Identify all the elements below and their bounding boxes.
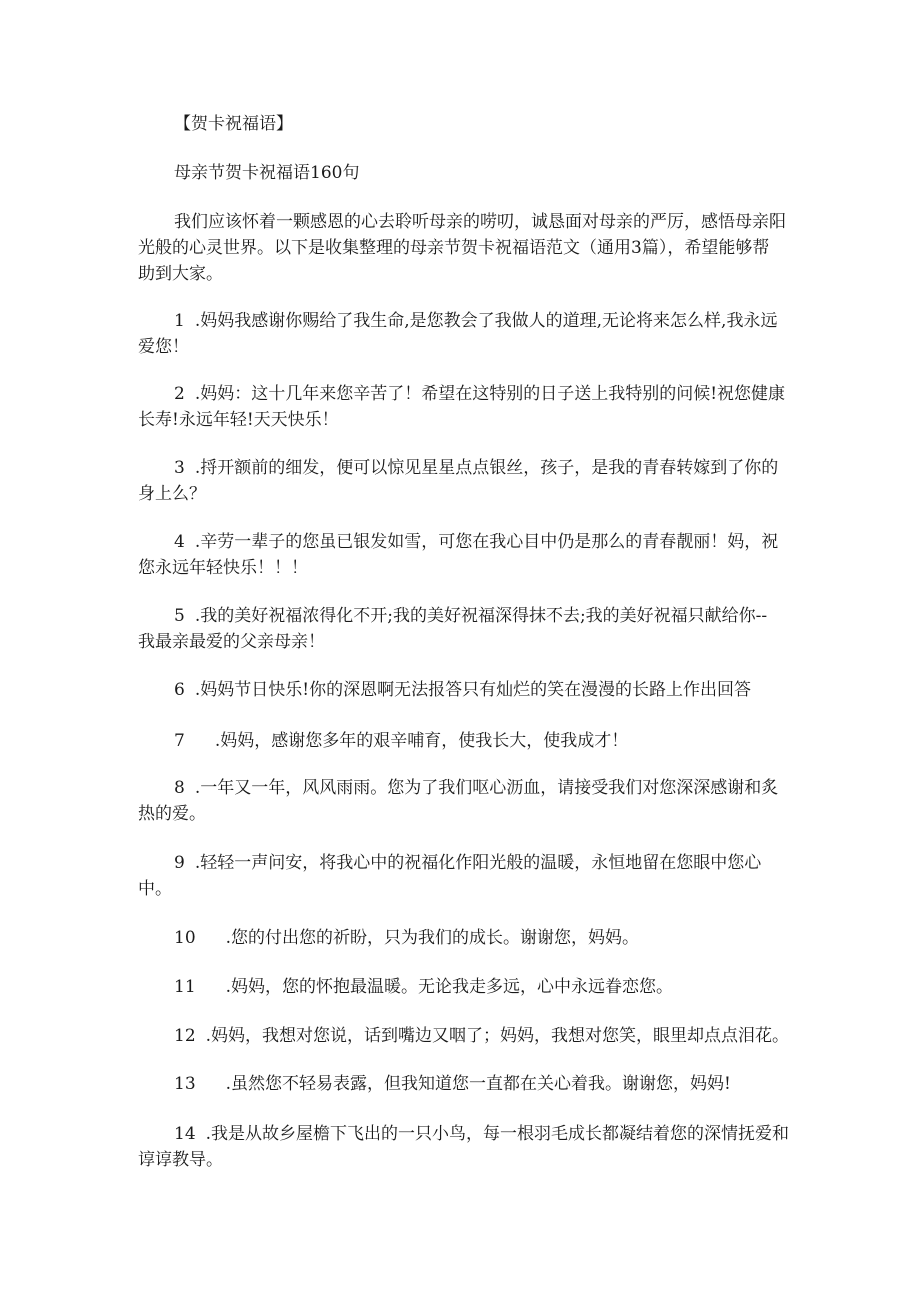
item-text: .我是从故乡屋檐下飞出的一只小鸟，每一根羽毛成长都凝结着您的深情抚爱和 — [205, 1124, 790, 1144]
item-number: 11 — [174, 977, 196, 997]
item-number: 3 — [174, 458, 185, 478]
item-number: 2 — [174, 384, 185, 404]
item-text: .妈妈，您的怀抱最温暖。无论我走多远，心中永远眷恋您。 — [225, 977, 674, 997]
list-item-line — [174, 1121, 834, 1147]
item-text-continued: 热的爱。 — [138, 804, 206, 824]
item-text-continued: 身上么？ — [138, 484, 206, 504]
item-text-continued: 长寿!永远年轻!天天快乐！ — [138, 410, 339, 430]
item-text-continued: 您永远年轻快乐！！！ — [138, 558, 308, 578]
intro-line: 我们应该怀着一颗感恩的心去聆听母亲的唠叨，诚恳面对母亲的严厉，感悟母亲阳 — [174, 212, 786, 232]
list-item-line — [174, 529, 834, 555]
item-number: 9 — [174, 853, 185, 873]
item-text: .妈妈节日快乐!你的深恩啊无法报答只有灿烂的笑在漫漫的长路上作出回答 — [194, 680, 752, 700]
item-text-continued: 中。 — [138, 879, 172, 899]
intro-line: 光般的心灵世界。以下是收集整理的母亲节贺卡祝福语范文（通用3篇），希望能够帮 — [138, 238, 770, 258]
item-text-continued: 我最亲最爱的父亲母亲！ — [138, 632, 325, 652]
list-item-line — [174, 775, 834, 801]
item-text-continued: 谆谆教导。 — [138, 1150, 223, 1170]
item-text: .虽然您不轻易表露，但我知道您一直都在关心着我。谢谢您，妈妈! — [225, 1074, 731, 1094]
list-item-line — [174, 603, 834, 629]
item-text: .辛劳一辈子的您虽已银发如雪，可您在我心目中仍是那么的青春靓丽！妈，祝 — [194, 532, 779, 552]
list-item-line — [174, 1023, 834, 1049]
intro-line: 助到大家。 — [138, 264, 223, 284]
list-item-line — [174, 974, 834, 1000]
item-number: 1 — [174, 311, 185, 331]
item-number: 5 — [174, 606, 185, 626]
item-text: .捋开额前的细发，便可以惊见星星点点银丝，孩子，是我的青春转嫁到了你的 — [194, 458, 779, 478]
item-number: 12 — [174, 1026, 196, 1046]
section-heading: 【贺卡祝福语】 — [174, 114, 293, 134]
item-text: .妈妈，我想对您说，话到嘴边又咽了；妈妈，我想对您笑，眼里却点点泪花。 — [205, 1026, 790, 1046]
item-number: 8 — [174, 778, 185, 798]
list-item-line — [174, 455, 834, 481]
list-item-line — [174, 308, 834, 334]
item-text: .我的美好祝福浓得化不开;我的美好祝福深得抹不去;我的美好祝福只献给你-- — [194, 606, 768, 626]
item-number: 4 — [174, 532, 185, 552]
item-text-continued: 爱您！ — [138, 337, 189, 357]
item-text: .妈妈，感谢您多年的艰辛哺育，使我长大，使我成才！ — [214, 731, 629, 751]
item-number: 10 — [174, 928, 196, 948]
list-item-line — [174, 925, 834, 951]
list-item-line — [174, 677, 834, 703]
item-text: .妈妈：这十几年来您辛苦了！希望在这特别的日子送上我特别的问候!祝您健康 — [194, 384, 786, 404]
item-number: 7 — [174, 731, 185, 751]
page-title: 母亲节贺卡祝福语160句 — [174, 163, 360, 183]
item-text: .妈妈我感谢你赐给了我生命,是您教会了我做人的道理,无论将来怎么样,我永远 — [194, 311, 778, 331]
list-item-line — [174, 850, 834, 876]
item-number: 13 — [174, 1074, 196, 1094]
list-item-line — [174, 381, 834, 407]
list-item-line — [174, 728, 834, 754]
item-number: 6 — [174, 680, 185, 700]
item-text: .您的付出您的祈盼，只为我们的成长。谢谢您，妈妈。 — [225, 928, 640, 948]
item-text: .一年又一年，风风雨雨。您为了我们呕心沥血，请接受我们对您深深感谢和炙 — [194, 778, 779, 798]
item-text: .轻轻一声问安，将我心中的祝福化作阳光般的温暖，永恒地留在您眼中您心 — [194, 853, 762, 873]
list-item-line — [174, 1071, 834, 1097]
item-number: 14 — [174, 1124, 196, 1144]
